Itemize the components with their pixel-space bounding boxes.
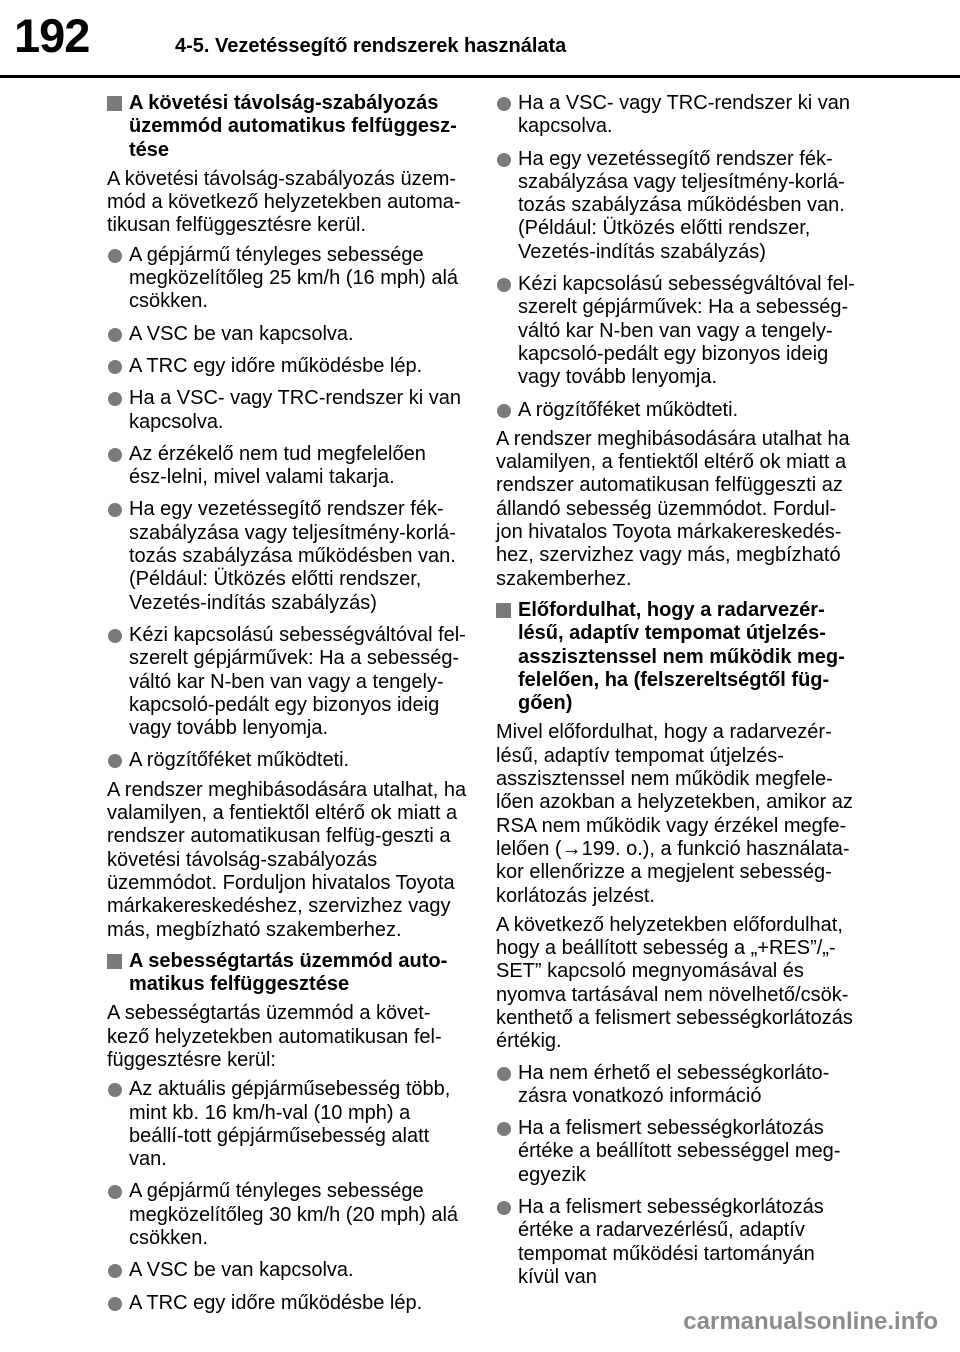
list-item <box>107 498 467 614</box>
list-item <box>496 1117 856 1187</box>
list-item-text: A gépjármű tényleges sebessége megközelítőleg 30 km/h (20 mph) alá csökken. <box>129 1180 459 1250</box>
list-item-text: A VSC be van kapcsolva. <box>129 1259 354 1282</box>
list-item <box>107 1078 467 1171</box>
square-bullet-icon <box>496 603 511 618</box>
round-bullet-icon <box>108 503 122 517</box>
paragraph: A sebességtartás üzemmód a követ-kező helyzetekben automatikusan fel-függesztésre kerül: <box>107 1002 442 1071</box>
heading-text: Előfordulhat, hogy a radarvezér-lésű, adaptív tempomat útjelzés-asszisztenssel nem működik meg-felelően, ha (felszereltségtől füg-gően) <box>518 598 845 715</box>
list-item-text: Az érzékelő nem tud megfelelően ész-lelni, mivel valami takarja. <box>129 442 426 489</box>
list-item <box>107 1259 467 1282</box>
paragraph: A követési távolság-szabályozás üzem-mód a következő helyzetekben automa-tikusan felfüggesztésre kerül. <box>107 167 461 237</box>
list-item-text: Ha egy vezetéssegítő rendszer fék-szabályzása vagy teljesítmény-korlá-tozás szabályzása működésben van. (Például: Ütközés előtti rendszer, Vezetés-indítás szabályzás) <box>518 147 845 263</box>
list-item <box>107 387 467 434</box>
list-item <box>496 92 856 139</box>
round-bullet-icon <box>108 754 122 768</box>
list-item <box>496 148 856 264</box>
list-item-text: A TRC egy időre működésbe lép. <box>129 354 423 377</box>
left-column <box>107 92 467 1324</box>
list-item-text: A gépjármű tényleges sebessége megközelítőleg 25 km/h (16 mph) alá csökken. <box>129 243 459 313</box>
round-bullet-icon <box>108 328 122 342</box>
list-item-text: Ha a VSC- vagy TRC-rendszer ki van kapcsolva. <box>129 387 461 433</box>
paragraph: A rendszer meghibásodására utalhat, ha valamilyen, a fentiektől eltérő ok miatt a rendszer automatikusan felfüg-geszti a követési távolság-szabályozás üzemmódot. Forduljon hivatalos Toyota márkakereskedéshez, szervizhez vagy más, megbízható szakemberhez. <box>107 778 467 941</box>
round-bullet-icon <box>497 153 511 167</box>
square-bullet-icon <box>107 96 122 111</box>
right-column <box>496 92 856 1298</box>
round-bullet-icon <box>108 629 122 643</box>
list-item <box>107 323 467 346</box>
round-bullet-icon <box>108 392 122 406</box>
header-rule <box>0 75 960 78</box>
round-bullet-icon <box>497 278 511 292</box>
list-item-text: A TRC egy időre működésbe lép. <box>129 1291 423 1314</box>
list-item-text: Kézi kapcsolású sebességváltóval fel-szerelt gépjárművek: Ha a sebesség-váltó kar N-ben van vagy a tengely-kapcsoló-pedált egy bizonyos ideig vagy tovább lenyomja. <box>518 273 855 389</box>
round-bullet-icon <box>497 1122 511 1136</box>
list-item-text: Ha egy vezetéssegítő rendszer fék-szabályzása vagy teljesítmény-korlá-tozás szabályzása működésben van. (Például: Ütközés előtti rendszer, Vezetés-indítás szabályzás) <box>129 498 456 614</box>
round-bullet-icon <box>497 404 511 418</box>
heading-text: A követési távolság-szabályozás üzemmód automatikus felfüggesz-tése <box>129 92 457 161</box>
watermark: carmanualsonline.info <box>683 1308 938 1335</box>
round-bullet-icon <box>497 97 511 111</box>
list-item <box>496 399 856 422</box>
list-item-text: Ha a felismert sebességkorlátozás értéke a radarvezérlésű, adaptív tempomat működési tartományán kívül van <box>518 1196 824 1288</box>
section-heading <box>496 599 856 715</box>
round-bullet-icon <box>108 1185 122 1199</box>
square-bullet-icon <box>107 954 122 969</box>
round-bullet-icon <box>497 1067 511 1081</box>
round-bullet-icon <box>497 1201 511 1215</box>
round-bullet-icon <box>108 1083 122 1097</box>
list-item-text: A VSC be van kapcsolva. <box>129 322 354 345</box>
list-item-text: Ha nem érhető el sebességkorláto-zásra vonatkozó információ <box>518 1061 830 1107</box>
list-item <box>496 273 856 389</box>
list-item <box>496 1062 856 1109</box>
list-item <box>107 624 467 740</box>
list-item <box>107 1292 467 1315</box>
chapter-title: 4-5. Vezetéssegítő rendszerek használata <box>175 35 567 57</box>
section-heading <box>107 92 467 162</box>
round-bullet-icon <box>108 1297 122 1311</box>
list-item <box>107 749 467 772</box>
page-number: 192 <box>14 9 90 62</box>
list-item <box>107 244 467 314</box>
list-item-text: Ha a felismert sebességkorlátozás értéke a beállított sebességgel meg-egyezik <box>518 1117 841 1186</box>
paragraph: A következő helyzetekben előfordulhat, hogy a beállított sebesség a „+RES”/„-SET” kapcsoló megnyomásával és nyomva tartásával nem növelhető/csök-kenthető a felismert sebességkorlátozás értékig. <box>496 913 853 1053</box>
round-bullet-icon <box>108 249 122 263</box>
round-bullet-icon <box>108 448 122 462</box>
list-item-text: Az aktuális gépjárműsebesség több, mint kb. 16 km/h-val (10 mph) a beállí-tott gépjárműsebesség alatt van. <box>129 1078 451 1171</box>
list-item-text: A rögzítőféket működteti. <box>518 398 739 421</box>
paragraph: A rendszer meghibásodására utalhat ha valamilyen, a fentiektől eltérő ok miatt a rendszer automatikusan felfüggeszti az állandó sebesség üzemmódot. Fordul-jon hivatalos Toyota márkakereskedés-hez, szervizhez vagy más, megbízható szakemberhez. <box>496 427 850 590</box>
round-bullet-icon <box>108 1264 122 1278</box>
paragraph: Mivel előfordulhat, hogy a radarvezér-lésű, adaptív tempomat útjelzés-asszisztenssel nem működik megfele-lően azokban a helyzetekben, amikor az RSA nem működik vagy érzékel megfe-lelően (→199. o.), a funkció használata-kor ellenőrizze a megjelent sebesség-korlátozás jelzést. <box>496 721 853 907</box>
list-item <box>107 355 467 378</box>
list-item <box>107 443 467 490</box>
section-heading <box>107 950 467 997</box>
list-item <box>107 1180 467 1250</box>
list-item <box>496 1196 856 1289</box>
list-item-text: A rögzítőféket működteti. <box>129 749 350 772</box>
list-item-text: Kézi kapcsolású sebességváltóval fel-szerelt gépjárművek: Ha a sebesség-váltó kar N-ben van vagy a tengely-kapcsoló-pedált egy bizonyos ideig vagy tovább lenyomja. <box>129 623 466 740</box>
heading-text: A sebességtartás üzemmód auto-matikus felfüggesztése <box>129 949 448 996</box>
list-item-text: Ha a VSC- vagy TRC-rendszer ki van kapcsolva. <box>518 92 850 138</box>
round-bullet-icon <box>108 360 122 374</box>
